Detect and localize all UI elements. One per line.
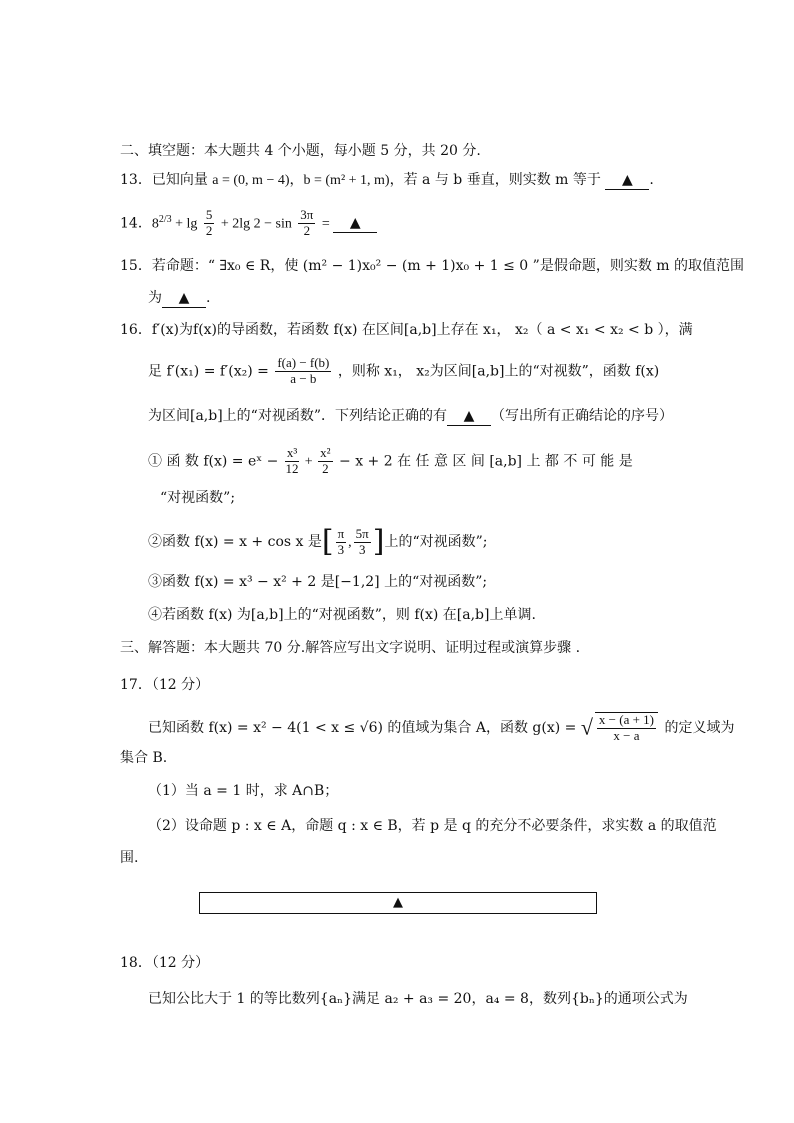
vector-b: b = (m² + 1, m) — [303, 173, 390, 188]
question-text: 若命题：“ ∃x₀ ∈ R，使 (m² − 1)x₀² − (m + 1)x₀ + 1 ≤ 0 ”是假命题，则实数 m 的取值范围 — [151, 258, 744, 274]
answer-box: ▲ — [199, 892, 597, 914]
fraction-5pi-3 — [354, 527, 371, 558]
sqrt-sign: √ — [580, 714, 593, 740]
option-1 — [148, 446, 633, 477]
fraction-numerator: 3π — [300, 207, 314, 222]
question-16 — [120, 322, 693, 339]
section-title-solutions: 三、解答题：本大题共 70 分.解答应写出文字说明、证明过程或演算步骤 . — [120, 640, 581, 656]
answer-blank: ▲ — [605, 172, 649, 190]
question-text: 已知向量 — [151, 172, 208, 188]
fraction-denominator: 3 — [358, 541, 366, 557]
option-text-rest: 上的“对视函数”; — [384, 534, 488, 550]
option-text-rest: − x + 2 在 任 意 区 间 [a,b] 上 都 不 可 能 是 — [339, 453, 633, 470]
fraction-5-2 — [204, 208, 215, 239]
fraction-x3-12 — [285, 446, 299, 477]
option-1-line2: “对视函数”; — [160, 490, 236, 506]
option-2 — [148, 524, 487, 560]
fraction-denominator: x − a — [613, 727, 640, 743]
fraction-pi-3 — [336, 527, 347, 558]
fraction-numerator: x − (a + 1) — [598, 712, 654, 727]
fraction-numerator: π — [337, 525, 345, 541]
question-17-line1 — [148, 712, 734, 744]
question-17-part2-cont: 围. — [120, 850, 139, 866]
fraction-numerator: 5 — [205, 207, 213, 222]
period: . — [206, 290, 211, 306]
question-16-line2 — [148, 356, 659, 387]
answer-blank: ▲ — [333, 215, 377, 233]
question-17-header: 17．（12 分） — [120, 677, 210, 693]
comma: , — [348, 535, 352, 550]
fraction-3pi-2 — [298, 208, 315, 239]
question-number: 14． — [120, 215, 152, 232]
fraction-numerator: f(a) − f(b) — [277, 355, 330, 370]
fraction-numerator: 5π — [355, 525, 369, 541]
period: . — [649, 172, 654, 188]
option-4: ④若函数 f(x) 为[a,b]上的“对视函数”，则 f(x) 在[a,b]上单调. — [148, 607, 536, 623]
question-text: 足 f′(x₁) = f′(x₂) = — [148, 363, 269, 380]
question-text-rest: ，若 a 与 b 垂直，则实数 m 等于 — [389, 172, 601, 188]
question-text-rest: 的定义域为 — [664, 719, 735, 736]
question-17-line2: 集合 B. — [120, 750, 168, 766]
fraction-denominator: 12 — [285, 460, 299, 476]
option-text: ① 函 数 f(x) = eˣ − — [148, 453, 279, 470]
question-number: 13． — [120, 172, 152, 188]
exponent: 2/3 — [158, 213, 172, 225]
section-title-fill-in: 二、填空题：本大题共 4 个小题，每小题 5 分，共 20 分. — [120, 143, 481, 159]
answer-blank: ▲ — [447, 408, 491, 426]
vector-a: a = (0, m − 4) — [212, 173, 290, 188]
sqrt-expression — [581, 712, 660, 744]
question-15-line2 — [148, 290, 210, 308]
question-text: 已知函数 f(x) = x² − 4(1 < x ≤ √6) 的值域为集合 A，函数 g(x) = — [148, 719, 577, 736]
left-bracket: [ — [321, 524, 334, 559]
question-13 — [120, 172, 654, 190]
fraction-denominator: 2 — [303, 222, 311, 238]
question-text: 为区间[a,b]上的“对视函数”．下列结论正确的有 — [148, 408, 447, 424]
question-18-header: 18．（12 分） — [120, 955, 210, 971]
separator: ， — [289, 172, 304, 188]
base-8: 8 — [151, 216, 159, 232]
question-number: 15． — [120, 258, 152, 274]
question-15 — [120, 258, 744, 275]
answer-blank: ▲ — [162, 290, 206, 308]
question-text: 为 — [148, 290, 162, 306]
right-bracket: ] — [372, 524, 385, 559]
fraction-x2-2 — [318, 446, 332, 477]
fraction-denominator: 2 — [322, 460, 329, 476]
plus-sign: + — [301, 454, 317, 470]
question-18-line1: 已知公比大于 1 的等比数列{aₙ}满足 a₂ + a₃ = 20，a₄ = 8，数列{bₙ}的通项公式为 — [148, 991, 688, 1007]
option-text: ②函数 f(x) = x + cos x 是 — [148, 534, 322, 550]
question-14 — [120, 208, 377, 239]
fraction-denominator: a − b — [290, 370, 317, 386]
question-17-part1: （1）当 a = 1 时，求 A∩B； — [148, 783, 339, 799]
fraction-numerator: x² — [320, 445, 331, 460]
equals-sign: = — [321, 216, 334, 232]
expr-2lg2-sin: + 2lg 2 − sin — [220, 216, 292, 232]
question-text-rest: ，则称 x₁， x₂为区间[a,b]上的“对视数”，函数 f(x) — [337, 363, 660, 380]
fraction-in-sqrt — [595, 712, 658, 744]
fraction-numerator: x³ — [286, 445, 298, 460]
question-number: 16． — [120, 322, 152, 338]
option-3: ③函数 f(x) = x³ − x² + 2 是[−1,2] 上的“对视函数”; — [148, 574, 488, 590]
fraction-fa-fb — [275, 356, 331, 387]
question-16-line3 — [148, 408, 673, 426]
fraction-denominator: 2 — [205, 222, 213, 238]
question-text-rest: （写出所有正确结论的序号） — [491, 408, 673, 424]
question-17-part2: （2）设命题 p : x ∈ A，命题 q : x ∈ B，若 p 是 q 的充分不必要条件，求实数 a 的取值范 — [148, 818, 717, 834]
question-text: f′(x)为f(x)的导函数，若函数 f(x) 在区间[a,b]上存在 x₁， x₂（ a < x₁ < x₂ < b ），满 — [151, 322, 693, 338]
expr-lg: + lg — [171, 216, 198, 232]
fraction-denominator: 3 — [337, 541, 345, 557]
